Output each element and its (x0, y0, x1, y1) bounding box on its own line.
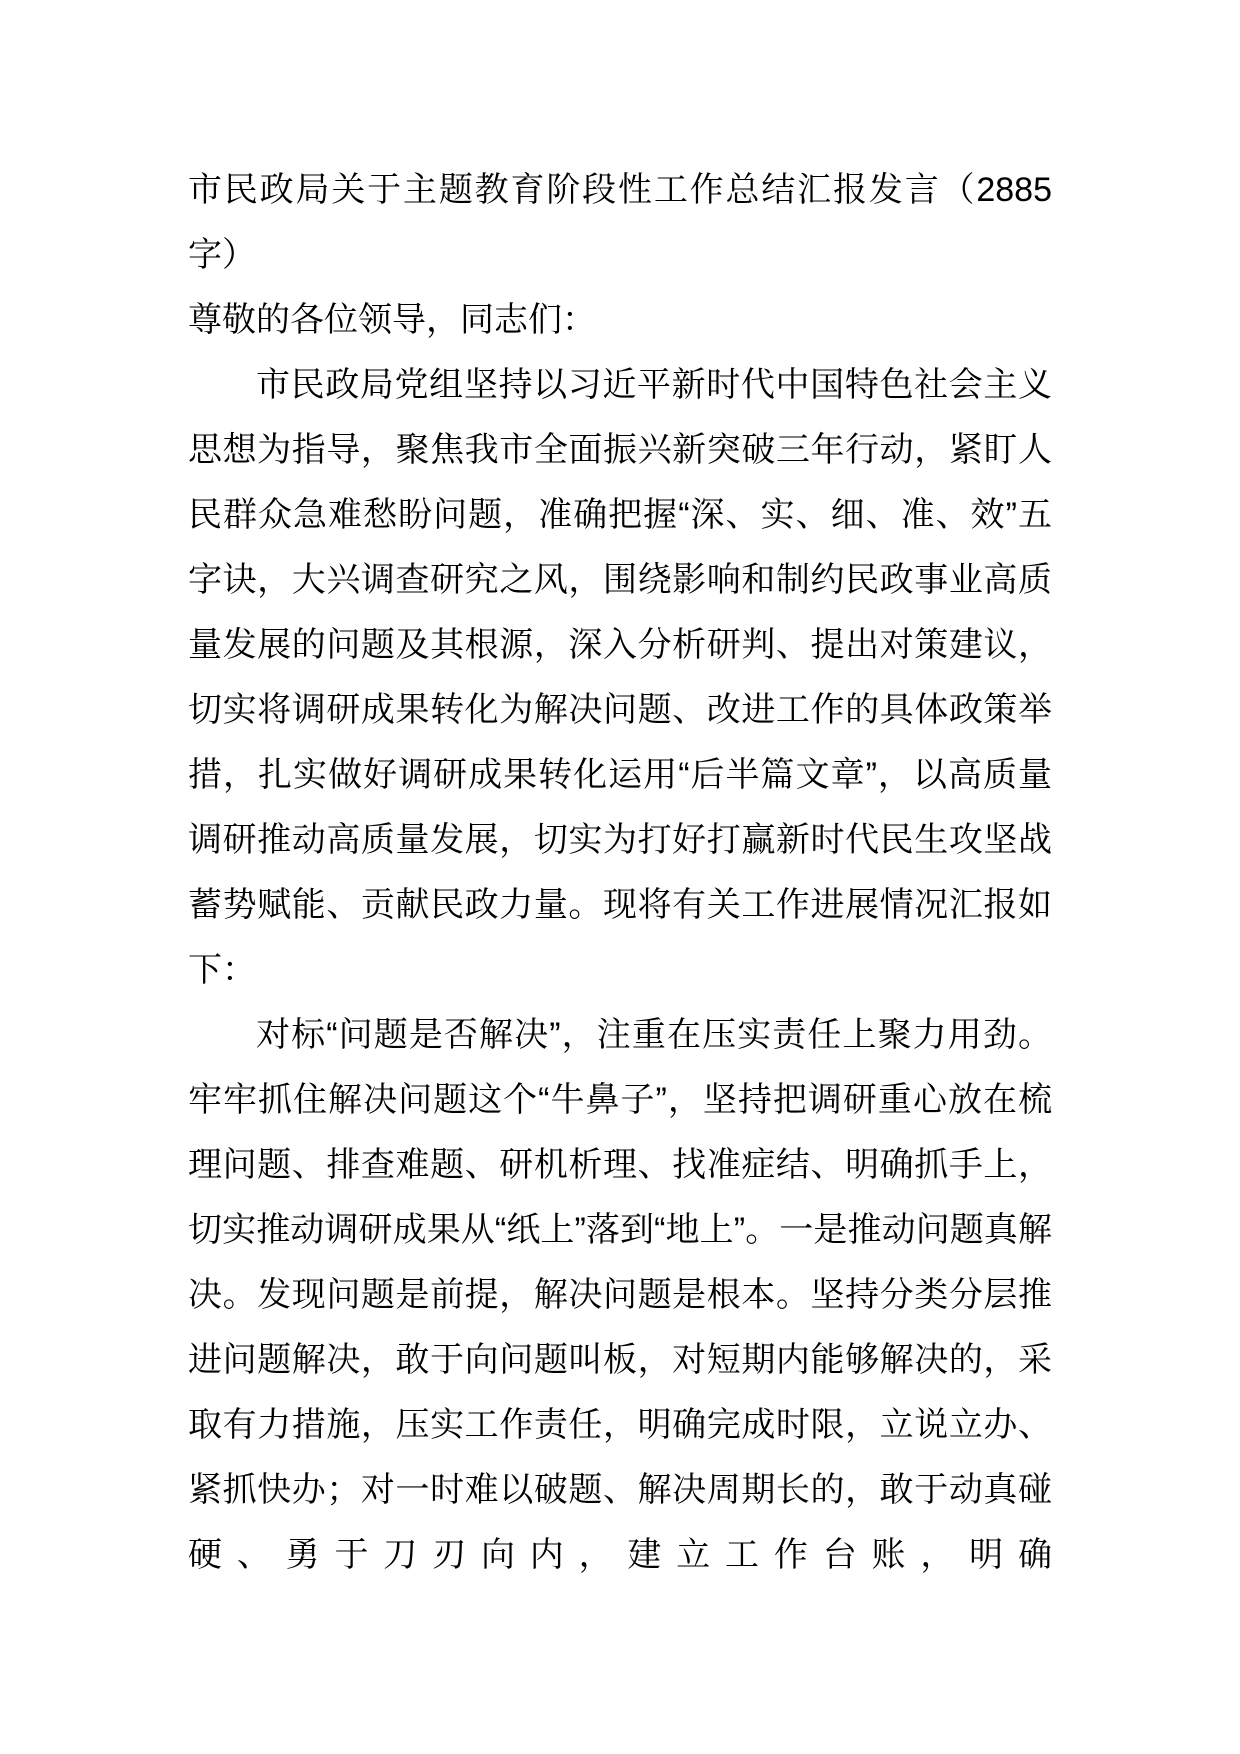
paragraph-section-one: 对标“问题是否解决”，注重在压实责任上聚力用劲。牢牢抓住解决问题这个“牛鼻子”，坚持把调研重心放在梳理问题、排查难题、研机析理、找准症结、明确抓手上，切实推动调研成果从“纸上”落到“地上”。一是推动问题真解决。发现问题是前提，解决问题是根本。坚持分类分层推进问题解决，敢于向问题叫板，对短期内能够解决的，采取有力措施，压实工作责任，明确完成时限，立说立办、紧抓快办；对一时难以破题、解决周期长的，敢于动真碰硬、勇于刀刃向内，建立工作台账，明确 (188, 1016, 1052, 1574)
document-title: 市民政局关于主题教育阶段性工作总结汇报发言（2885字） (188, 171, 1052, 274)
salutation-line: 尊敬的各位领导，同志们： (188, 301, 596, 339)
paragraph-overview: 市民政局党组坚持以习近平新时代中国特色社会主义思想为指导，聚焦我市全面振兴新突破三年行动，紧盯人民群众急难愁盼问题，准确把握“深、实、细、准、效”五字诀，大兴调查研究之风，围绕影响和制约民政事业高质量发展的问题及其根源，深入分析研判、提出对策建议，切实将调研成果转化为解决问题、改进工作的具体政策举措，扎实做好调研成果转化运用“后半篇文章”，以高质量调研推动高质量发展，切实为打好打赢新时代民生攻坚战蓄势赋能、贡献民政力量。现将有关工作进展情况汇报如下： (188, 366, 1052, 989)
document-content (188, 158, 1052, 1588)
